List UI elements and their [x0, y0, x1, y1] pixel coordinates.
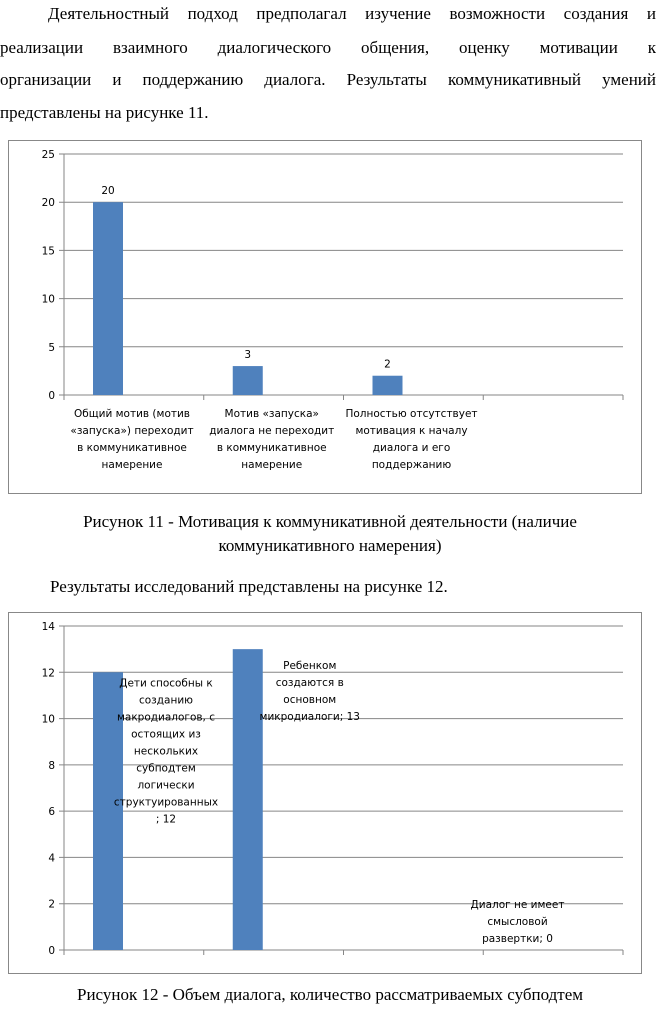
data-label: 20 — [101, 185, 115, 198]
data-label: Диалог не имеет — [470, 899, 565, 911]
bar — [233, 366, 263, 395]
x-category-label: мотивация к началу — [355, 425, 468, 437]
x-category-label: намерение — [101, 459, 163, 471]
y-tick-label: 2 — [48, 898, 55, 911]
paragraph-line: Результаты исследований представлены на рисунке 12. — [50, 577, 448, 596]
x-category-label: в коммуникативное — [216, 442, 327, 454]
y-tick-label: 12 — [41, 667, 55, 680]
y-tick-label: 14 — [41, 621, 55, 633]
y-tick-label: 10 — [41, 713, 55, 726]
data-label: Дети способны к — [119, 677, 213, 690]
paragraph-line: представлены на рисунке 11. — [0, 103, 209, 122]
y-tick-label: 5 — [48, 341, 55, 354]
x-category-label: в коммуникативное — [77, 442, 187, 454]
data-label: субподтем — [136, 762, 196, 775]
y-tick-label: 8 — [48, 759, 55, 772]
data-label: макродиалогов, с — [116, 711, 216, 724]
data-label: смысловой — [487, 916, 548, 928]
figure-caption: Рисунок 12 - Объем диалога, количество рассматриваемых субподтем — [76, 985, 583, 1004]
figure-caption: Рисунок 11 - Мотивация к коммуникативной деятельности (наличие — [83, 512, 577, 531]
data-label: логически — [137, 779, 195, 792]
x-category-label: Мотив «запуска» — [224, 408, 319, 420]
x-category-label: диалога и его — [372, 442, 451, 454]
x-category-label: поддержанию — [371, 459, 452, 471]
x-category-label: «запуска») переходит — [70, 425, 194, 437]
chart-figure-12 — [8, 612, 642, 974]
figure-caption: коммуникативного намерения) — [218, 536, 442, 555]
y-tick-label: 4 — [48, 852, 55, 865]
paragraph-line: реализации взаимного диалогического общения, оценку мотивации к — [0, 38, 656, 57]
x-category-label: Общий мотив (мотив — [74, 408, 190, 420]
bar — [233, 649, 263, 950]
data-label: создаются в — [275, 677, 344, 690]
data-label: нескольких — [133, 745, 199, 758]
y-tick-label: 10 — [41, 293, 55, 306]
y-tick-label: 20 — [41, 197, 55, 210]
paragraph-line: организации и поддержанию диалога. Результаты коммуникативный умений — [0, 70, 656, 89]
data-label: основном — [283, 694, 337, 707]
x-category-label: диалога не переходит — [209, 425, 335, 437]
y-tick-label: 15 — [41, 245, 55, 258]
y-tick-label: 0 — [48, 945, 55, 957]
chart-figure-11 — [8, 140, 642, 494]
data-label: остоящих из — [131, 728, 201, 741]
bar — [373, 376, 403, 395]
paragraph-line: Деятельностный подход предполагал изучение возможности создания и — [48, 4, 656, 23]
data-label: ; 12 — [155, 813, 177, 826]
data-label: 2 — [384, 358, 391, 371]
y-tick-label: 25 — [41, 149, 55, 161]
data-label: микродиалоги; 13 — [259, 711, 360, 724]
data-label: развертки; 0 — [482, 933, 553, 945]
data-label: созданию — [138, 694, 194, 707]
data-label: 3 — [244, 349, 252, 362]
x-category-label: Полностью отсутствует — [345, 408, 478, 420]
data-label: структуированных — [113, 796, 219, 809]
data-label: Ребенком — [283, 660, 337, 673]
y-tick-label: 6 — [48, 806, 55, 819]
bar — [93, 202, 123, 395]
x-category-label: намерение — [241, 459, 303, 471]
y-tick-label: 0 — [48, 390, 55, 402]
